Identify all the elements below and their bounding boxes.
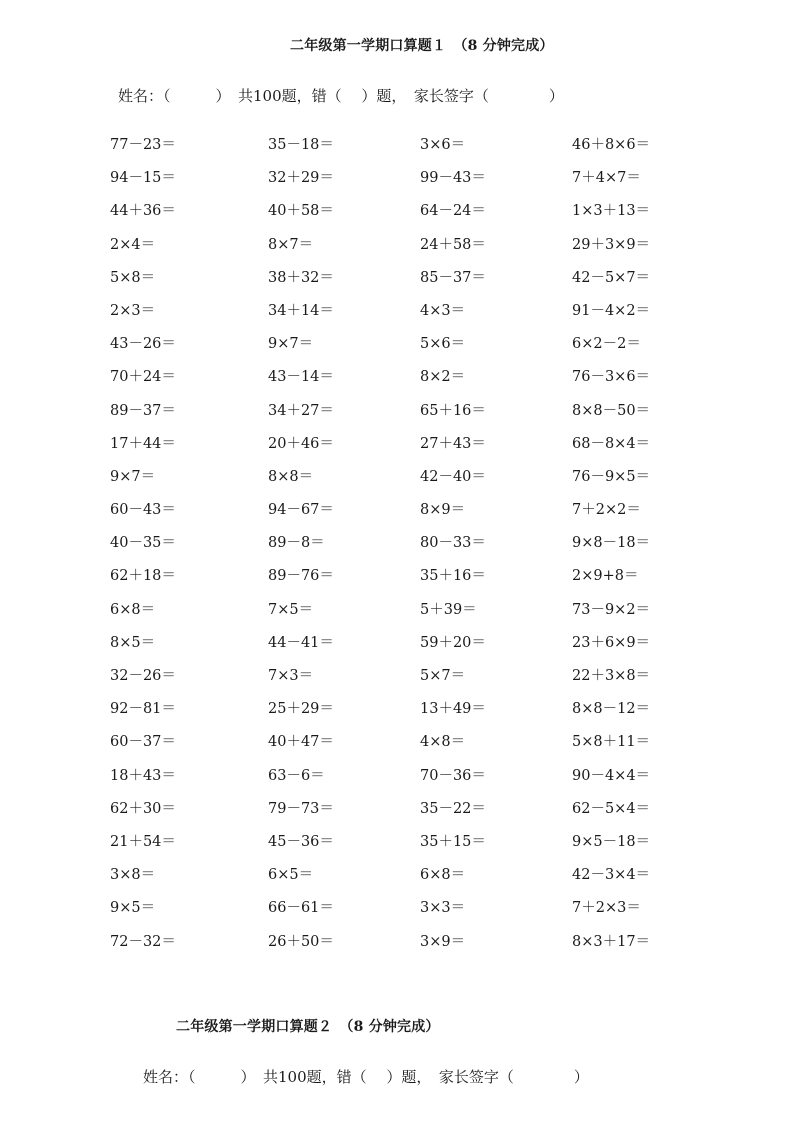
- math-problem: 29＋3×9＝: [572, 236, 651, 253]
- math-problem: 89－76＝: [268, 568, 334, 585]
- math-problem: 8×8－12＝: [572, 701, 651, 718]
- math-problem: 13＋49＝: [420, 701, 486, 718]
- math-problem: 8×8＝: [268, 468, 314, 485]
- problem-row: [110, 235, 750, 268]
- page-title-sheet-1: 二年级第一学期口算题１ （8 分钟完成）: [290, 38, 554, 54]
- problem-row: [110, 301, 750, 334]
- math-problem: 42－40＝: [420, 468, 486, 485]
- math-problem: 90－4×4＝: [572, 767, 651, 784]
- math-problem: 63－6＝: [268, 767, 325, 784]
- math-problem: 65＋16＝: [420, 402, 486, 419]
- math-problem: 8×8－50＝: [572, 402, 651, 419]
- math-problem: 44＋36＝: [110, 203, 176, 220]
- math-problem: 3×3＝: [420, 900, 466, 917]
- math-problem: 35＋16＝: [420, 568, 486, 585]
- math-problem: 6×5＝: [268, 867, 314, 884]
- student-info-line-sheet-2: 姓名：（ ） 共100题，错（ ）题， 家长签字（ ）: [143, 1068, 589, 1086]
- math-problem: 8×9＝: [420, 502, 466, 519]
- math-problem: 2×4＝: [110, 236, 156, 253]
- math-problem: 60－37＝: [110, 734, 176, 751]
- math-problem: 5×6＝: [420, 336, 466, 353]
- math-problem: 3×9＝: [420, 933, 466, 950]
- math-problem: 91－4×2＝: [572, 302, 651, 319]
- math-problem: 62－5×4＝: [572, 800, 651, 817]
- math-problem: 60－43＝: [110, 502, 176, 519]
- math-problem: 42－5×7＝: [572, 269, 651, 286]
- math-problem: 5＋39＝: [420, 601, 477, 618]
- math-problem: 92－81＝: [110, 701, 176, 718]
- problem-row: [110, 666, 750, 699]
- math-problem: 85－37＝: [420, 269, 486, 286]
- problem-row: [110, 932, 750, 965]
- math-problem: 70－36＝: [420, 767, 486, 784]
- problem-row: [110, 799, 750, 832]
- problem-row: [110, 699, 750, 732]
- math-problem: 5×7＝: [420, 668, 466, 684]
- math-problem: 22＋3×8＝: [572, 668, 651, 684]
- math-problem: 89－8＝: [268, 535, 325, 552]
- math-problem: 3×6＝: [420, 137, 466, 153]
- math-problem: 3×8＝: [110, 867, 156, 884]
- problem-row: [110, 566, 750, 599]
- math-problem: 7＋2×2＝: [572, 502, 641, 519]
- math-problem: 34＋27＝: [268, 402, 334, 419]
- math-problem: 8×5＝: [110, 634, 156, 651]
- problem-row: [110, 268, 750, 301]
- math-problem: 32－26＝: [110, 668, 176, 684]
- math-problem: 34＋14＝: [268, 302, 334, 319]
- problem-row: [110, 898, 750, 931]
- math-problem: 9×7＝: [110, 468, 156, 485]
- math-problem: 40－35＝: [110, 535, 176, 552]
- math-problem: 1×3＋13＝: [572, 203, 651, 220]
- math-problem: 99－43＝: [420, 170, 486, 187]
- math-problem: 66－61＝: [268, 900, 334, 917]
- student-info-line-sheet-1: 姓名：（ ） 共100题，错（ ）题， 家长签字（ ）: [118, 87, 564, 105]
- math-problem: 62＋30＝: [110, 800, 176, 817]
- math-problem: 46＋8×6＝: [572, 137, 651, 153]
- problem-row: [110, 832, 750, 865]
- math-problem: 18＋43＝: [110, 767, 176, 784]
- math-problem: 6×2－2＝: [572, 336, 641, 353]
- math-problem: 5×8＝: [110, 269, 156, 286]
- arithmetic-problem-grid: [110, 135, 750, 960]
- math-problem: 7＋4×7＝: [572, 170, 641, 187]
- problem-row: [110, 334, 750, 367]
- math-problem: 43－26＝: [110, 336, 176, 353]
- problem-row: [110, 467, 750, 500]
- problem-row: [110, 633, 750, 666]
- math-problem: 40＋47＝: [268, 734, 334, 751]
- math-problem: 43－14＝: [268, 369, 334, 386]
- math-problem: 20＋46＝: [268, 435, 334, 452]
- math-problem: 4×3＝: [420, 302, 466, 319]
- math-problem: 79－73＝: [268, 800, 334, 817]
- problem-row: [110, 533, 750, 566]
- math-problem: 21＋54＝: [110, 833, 176, 850]
- math-problem: 8×7＝: [268, 236, 314, 253]
- math-problem: 40＋58＝: [268, 203, 334, 220]
- math-problem: 6×8＝: [420, 867, 466, 884]
- math-problem: 35－22＝: [420, 800, 486, 817]
- math-problem: 72－32＝: [110, 933, 176, 950]
- math-problem: 2×9+8＝: [572, 568, 639, 585]
- math-problem: 44－41＝: [268, 634, 334, 651]
- math-problem: 35＋15＝: [420, 833, 486, 850]
- math-problem: 23＋6×9＝: [572, 634, 651, 651]
- math-problem: 76－9×5＝: [572, 468, 651, 485]
- problem-row: [110, 135, 750, 168]
- problem-row: [110, 732, 750, 765]
- math-problem: 9×5＝: [110, 900, 156, 917]
- math-problem: 35－18＝: [268, 137, 334, 153]
- math-problem: 7×5＝: [268, 601, 314, 618]
- math-problem: 27＋43＝: [420, 435, 486, 452]
- math-problem: 70＋24＝: [110, 369, 176, 386]
- math-problem: 24＋58＝: [420, 236, 486, 253]
- math-problem: 25＋29＝: [268, 701, 334, 718]
- math-problem: 94－67＝: [268, 502, 334, 519]
- math-problem: 6×8＝: [110, 601, 156, 618]
- math-problem: 26＋50＝: [268, 933, 334, 950]
- math-problem: 77－23＝: [110, 137, 176, 153]
- problem-row: [110, 600, 750, 633]
- math-problem: 17＋44＝: [110, 435, 176, 452]
- math-problem: 45－36＝: [268, 833, 334, 850]
- problem-row: [110, 168, 750, 201]
- page-title-sheet-2: 二年级第一学期口算题２ （8 分钟完成）: [176, 1019, 440, 1035]
- math-problem: 2×3＝: [110, 302, 156, 319]
- math-problem: 42－3×4＝: [572, 867, 651, 884]
- math-problem: 89－37＝: [110, 402, 176, 419]
- math-problem: 62＋18＝: [110, 568, 176, 585]
- math-problem: 64－24＝: [420, 203, 486, 220]
- math-problem: 68－8×4＝: [572, 435, 651, 452]
- math-problem: 8×3＋17＝: [572, 933, 651, 950]
- math-problem: 8×2＝: [420, 369, 466, 386]
- math-problem: 38＋32＝: [268, 269, 334, 286]
- problem-row: [110, 201, 750, 234]
- math-problem: 5×8＋11＝: [572, 734, 651, 751]
- math-problem: 80－33＝: [420, 535, 486, 552]
- math-problem: 59＋20＝: [420, 634, 486, 651]
- problem-row: [110, 434, 750, 467]
- math-problem: 9×8－18＝: [572, 535, 651, 552]
- math-problem: 9×5－18＝: [572, 833, 651, 850]
- math-problem: 7×3＝: [268, 668, 314, 684]
- problem-row: [110, 367, 750, 400]
- math-problem: 32＋29＝: [268, 170, 334, 187]
- problem-row: [110, 500, 750, 533]
- problem-row: [110, 766, 750, 799]
- math-problem: 7＋2×3＝: [572, 900, 641, 917]
- math-problem: 94－15＝: [110, 170, 176, 187]
- math-problem: 76－3×6＝: [572, 369, 651, 386]
- problem-row: [110, 401, 750, 434]
- math-problem: 9×7＝: [268, 336, 314, 353]
- math-problem: 73－9×2＝: [572, 601, 651, 618]
- problem-row: [110, 865, 750, 898]
- math-problem: 4×8＝: [420, 734, 466, 751]
